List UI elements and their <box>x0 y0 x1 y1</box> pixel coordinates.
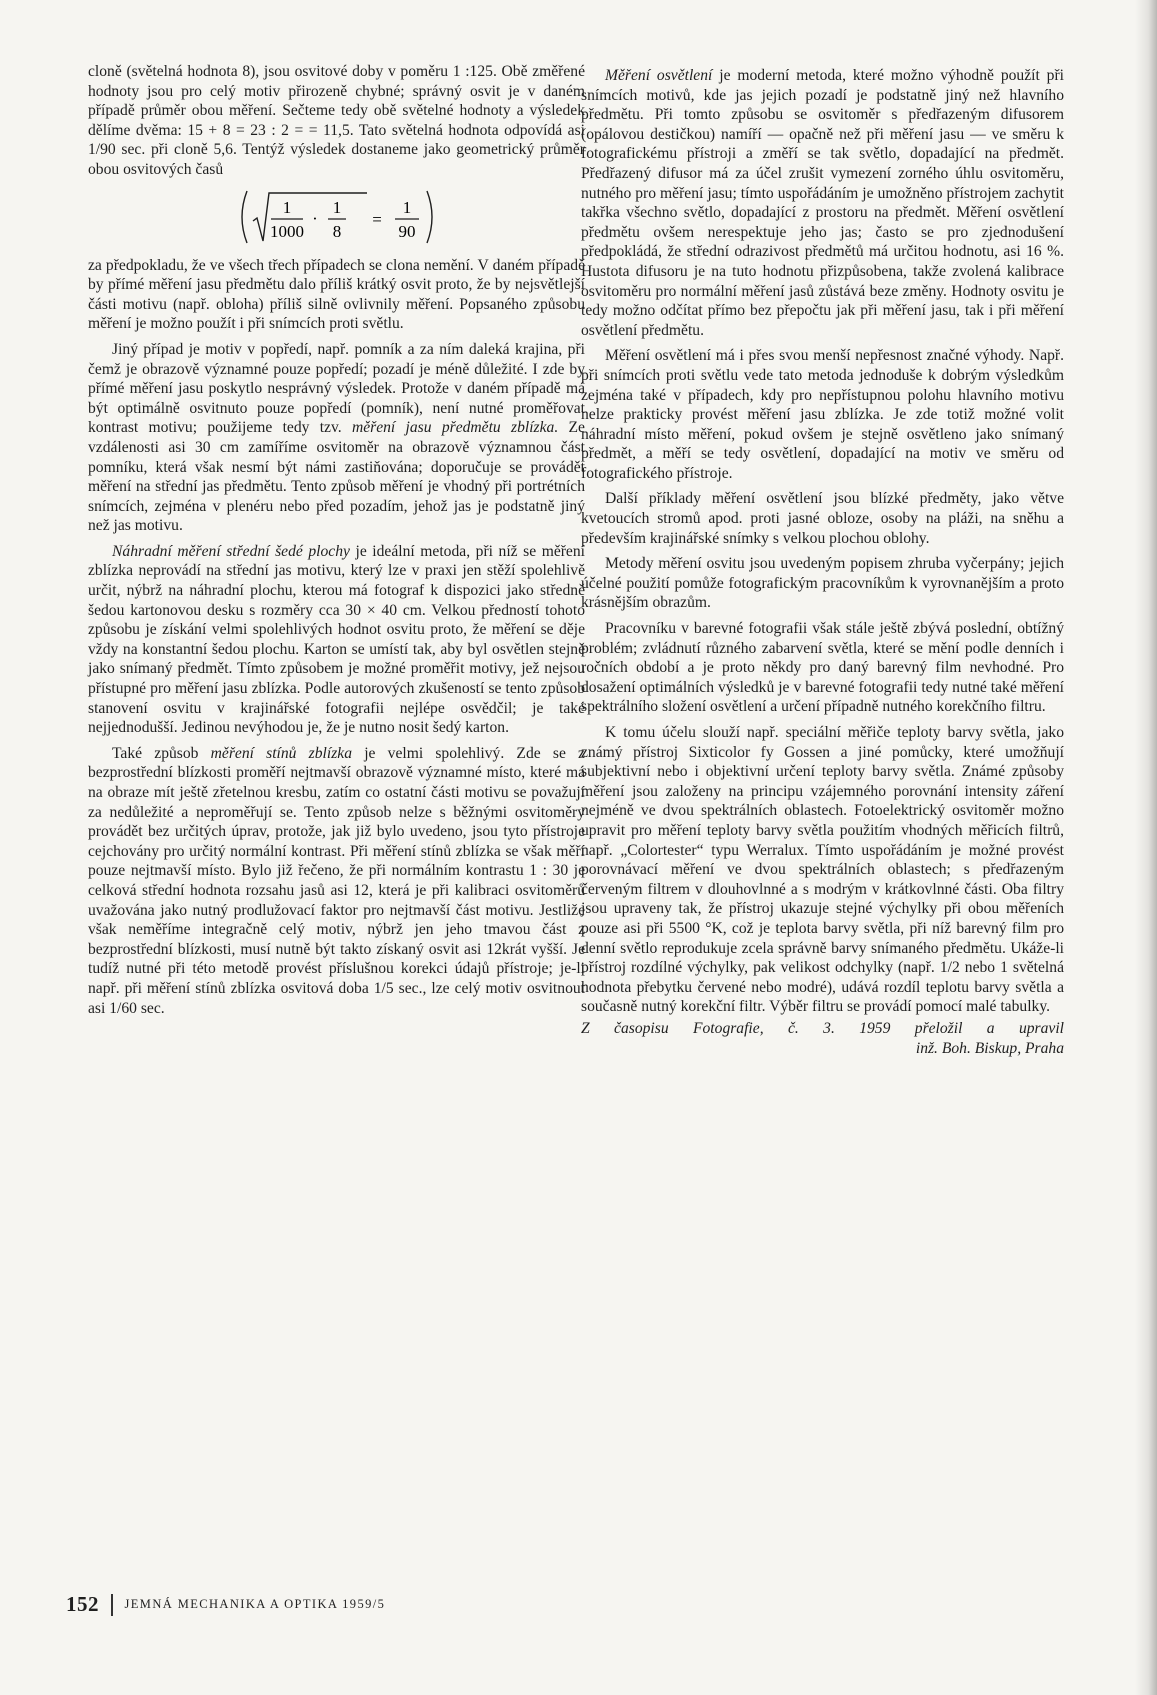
credit-author-line: inž. Boh. Biskup, Praha <box>915 1039 1064 1057</box>
paragraph: Měření osvětlení má i přes svou menší nepřesnost značné výhody. Např. při snímcích proti světlu vede tato metoda jednoduše k dobrým výsledkům zejména také v případech, kdy pro nepřístupnou polohu hlavního motivu nelze prakticky provést měření jasu zblízka. Je zde totiž možné volit náhradní místo měření, pokud ovšem je stejně osvětleno jako snímaný předmět, a měří se tedy osvětlení, dopadající na motiv ve směru od fotografického přístroje. <box>581 347 1064 482</box>
text-run: Jiný případ je motiv v popředí, např. pomník a za ním daleká krajina, při čemž je obrazově významné pouze popředí; pozadí je méně důležité. I zde by přímé měření jasu poskytlo nesprávný výsledek. Protože v daném případě má být optimálně osvitnuto pouze popředí (pomník), není nutné proměřovat kontrast motivu; použijeme tedy tzv. <box>88 340 585 437</box>
credit-source-line: Z časopisu Fotografie, č. 3. 1959 přeložil a upravil <box>581 1019 1064 1037</box>
numerator-3: 1 <box>402 197 411 217</box>
emphasis: měření stínů zblízka <box>210 744 352 762</box>
emphasis: měření jasu předmětu zblízka. <box>351 419 559 437</box>
paragraph <box>88 542 585 738</box>
geometric-mean-formula <box>88 186 585 248</box>
denominator-1: 1000 <box>269 221 304 241</box>
denominator-3: 90 <box>398 221 415 241</box>
right-paren <box>427 191 432 243</box>
text-run: Ze vzdálenosti asi 30 cm zamíříme osvitoměr na obrazově významnou část pomníku, která však nesmí být námi zastiňována; doporučuje se provádět měření na střední jas předmětu. Tento způsob měření je vhodný při portrétních snímcích, zejména v plenéru nebo před pozadím, jehož jas je podstatně jiný než jas motivu. <box>88 419 585 535</box>
emphasis: Náhradní měření střední šedé plochy <box>112 542 350 560</box>
multiplication-dot: · <box>311 208 318 228</box>
journal-title: JEMNÁ MECHANIKA A OPTIKA 1959/5 <box>124 1597 386 1611</box>
text-run: je moderní metoda, které možno výhodně použít při snímcích motivů, kde jas jejich pozadí je podstatně jiný než hlavního předmětu. Při tomto způsobu se osvitoměr s předřazeným difusorem (opálovou destičkou) namíří — opačně než při měření jasu — ve směru k fotografickému přístroji a změří se tak světlo, dopadající na předmět. Předřazený difusor má za účel zrušit vymezení zorného úhlu osvitoměru, nutného pro měření jasu; tímto uspořádáním je umožněno přístrojem zachytit takřka všechno světlo, dopadající z prostoru na předmět. Měření osvětlení předmětu ovšem nerespektuje jeho jas; často se pro zjednodušení předpokládá, že střední odrazivost předmětů má určitou hodnotu, asi 16 %. Hustota difusoru je na tuto hodnotu přizpůsobena, takže zvolená kalibrace osvitoměru pro normální měření jasů zůstává beze změny. Hodnoty osvitu je tedy možno odčítat přímo bez přepočtu jak při měření jasu, tak i při měření osvětlení předmětu. <box>581 67 1065 339</box>
emphasis: Měření osvětlení <box>605 67 713 84</box>
paragraph: K tomu účelu slouží např. speciální měřiče teploty barvy světla, jako známý přístroj Sixticolor fy Gossen a jiné pomůcky, které umožňují subjektivní nebo i objektivní určení teploty barvy světla. Známé způsoby měření jsou založeny na principu vzájemného porovnání intensity záření nejméně ve dvou spektrálních oblastech. Fotoelektrický osvitoměr možno upravit pro měření teploty barvy světla použitím vhodných měřicích filtrů, např. „Colortester“ typu Werralux. Tímto uspořádáním je možné provést porovnávací měření ve dvou spektrálních oblastech; s předřazeným červeným filtrem v dlouhovlnné a s modrým v krátkovlnné části. Oba filtry jsou upraveny tak, že přístroj ukazuje stejné výchylky při obou měřeních pouze asi při 5500 °K, což je teplota barvy světla, při níž barevný film pro denní světlo reprodukuje zcela správně barvy snímaného předmětu. Ukáže-li přístroj rozdílné výchylky, pak velikost odchylky (např. 1/2 nebo 1 světelná hodnota přebytku červené nebo modré), udává rozdíl teplotu barvy světla a současně nutný korekční filtr. Výběr filtru se provádí pomocí malé tabulky. <box>581 724 1064 1016</box>
paragraph: cloně (světelná hodnota 8), jsou osvitové doby v poměru 1 :125. Obě změřené hodnoty jsou pro celý motiv přirozeně chybné; správný osvit je v daném případě průměr obou měření. Sečteme tedy obě světelné hodnoty a výsledek dělíme dvěma: 15 + 8 = 23 : 2 = = 11,5. Tato světelná hodnota odpovídá asi 1/90 sec. při cloně 5,6. Tentýž výsledek dostaneme jako geometrický průměr obou osvitových časů <box>88 63 585 178</box>
paragraph: Další příklady měření osvětlení jsou blízké předměty, jako větve kvetoucích stromů apod. proti jasné obloze, osoby na pláži, na sněhu a především krajinářské snímky s velkou plochou oblohy. <box>581 490 1064 547</box>
page-number: 152 <box>66 1592 99 1616</box>
page-edge-shadow <box>1135 0 1157 1695</box>
numerator-2: 1 <box>332 197 341 217</box>
equals-sign: = <box>371 209 382 229</box>
right-column <box>581 66 1064 1059</box>
paragraph <box>88 744 585 1018</box>
paragraph <box>581 66 1064 340</box>
paragraph <box>88 340 585 536</box>
paragraph: za předpokladu, že ve všech třech případech se clona nemění. V daném případě by přímé měření jasu předmětu dalo příliš krátký osvit proto, že by nejsvětlejší části motivu (např. obloha) příliš silně ovlivnily měření. Popsaného způsobu měření je možno použít i při snímcích proti světlu. <box>88 256 585 333</box>
footer-divider <box>111 1594 113 1616</box>
text-run: Také způsob <box>112 744 199 762</box>
page-footer <box>66 1592 385 1617</box>
formula-graphic <box>237 187 437 247</box>
text-run: je velmi spolehlivý. Zde se z bezprostřední blízkosti proměří nejtmavší obrazově významné místo, které má na obraze mít ještě zřetelnou kresbu, zatím co ostatní části motivu se považují za nedůležité a neproměřují se. Tento způsob nelze s běžnými osvitoměry provádět bez určitých úprav, protože, jak již bylo uvedeno, jsou tyto přístroje cejchovány pro určitý normální kontrast. Při měření stínů zblízka se však měří pouze nejtmavší místo. Bylo již řečeno, že při normálním kontrastu 1 : 30 je celková střední hodnota rozsahu jasů asi 12, která je při kalibraci osvitoměrů uvažována jako nutný prodlužovací faktor pro nejtmavší část motivu. Jestliže však neměříme integračně celý motiv, nýbrž jen jeho tmavou část z bezprostřední blízkosti, musí nutně být takto získaný osvit asi 12krát vyšší. Je tudíž nutné při této metodě provést příslušnou korekci údajů přístroje; je-li např. při měření stínů zblízka osvitová doba 1/5 sec., lze celý motiv osvitnout asi 1/60 sec. <box>88 744 585 1017</box>
left-column <box>88 62 585 1018</box>
denominator-2: 8 <box>332 221 341 241</box>
text-run: je ideální metoda, při níž se měření zblízka neprovádí na střední jas motivu, který lze v praxi jen stěží spolehlivě určit, nýbrž na náhradní plochu, kterou má fotograf k dispozici jako středně šedou kartonovou desku s rozměry cca 30 × 40 cm. Velkou předností tohoto způsobu je získání velmi spolehlivých hodnot osvitu proto, že měření se děje vždy na konstantní šedou plochu. Karton se umístí tak, aby byl osvětlen stejně jako snímaný předmět. Tímto způsobem je možné proměřit motivy, jež nejsou přístupné pro měření jasu zblízka. Podle autorových zkušeností se tento způsob stanovení osvitu v krajinářské fotografii nejlépe osvědčil; je také nejjednodušší. Jedinou nevýhodou je, že je nutno nosit šedý karton. <box>88 542 585 737</box>
source-credit <box>581 1019 1064 1059</box>
paragraph: Metody měření osvitu jsou uvedeným popisem zhruba vyčerpány; jejich účelné použití pomůže fotografickým pracovníkům k vyrovnanějším a proto krásnějším obrazům. <box>581 555 1064 612</box>
paragraph: Pracovníku v barevné fotografii však stále ještě zbývá poslední, obtížný problém; zvládnutí různého zabarvení světla, které se mění podle denních i ročních období a je proto někdy pro daný barevný film nevhodné. Pro dosažení optimálních výsledků je v barevné fotografii tedy nutné také měření spektrálního složení osvětlení a určení případně nutného korekčního filtru. <box>581 620 1064 716</box>
left-paren <box>242 191 247 243</box>
numerator-1: 1 <box>282 197 291 217</box>
